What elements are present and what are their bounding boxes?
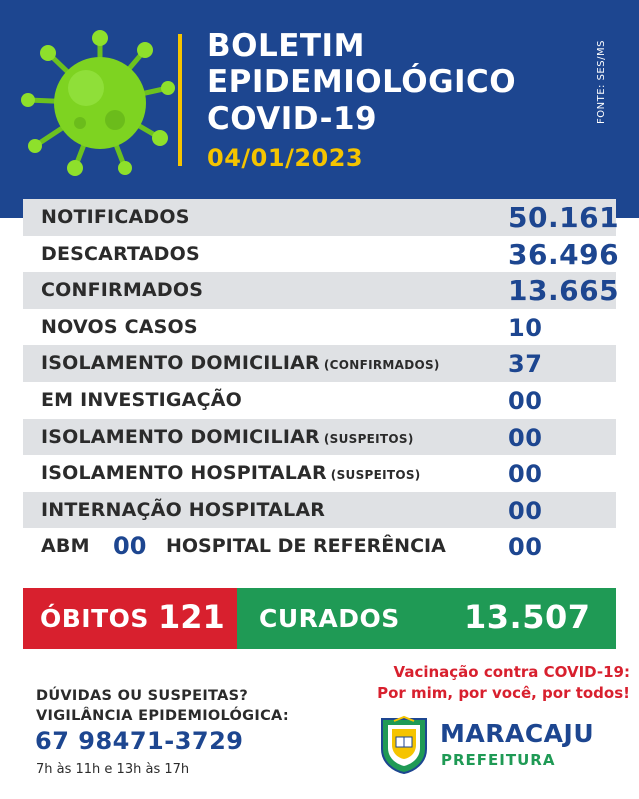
city-crest-icon <box>378 715 430 775</box>
stat-row-isolamento-hospitalar-suspeitos <box>23 455 616 492</box>
stat-label: ISOLAMENTO DOMICILIAR (SUSPEITOS) <box>41 425 414 448</box>
stat-value: 37 <box>508 350 543 379</box>
title-line-1: BOLETIM <box>207 28 365 64</box>
stat-row-em-investigacao <box>23 382 616 419</box>
stat-row-descartados <box>23 236 620 273</box>
curados-label: CURADOS <box>259 604 400 633</box>
bulletin-date: 04/01/2023 <box>207 144 364 172</box>
stat-value: 00 <box>508 496 543 525</box>
header-banner <box>0 0 639 218</box>
hospital-value: 00 <box>508 533 543 562</box>
stat-value: 00 <box>508 423 543 452</box>
source-label: FONTE: SES/MS <box>596 40 607 124</box>
stat-value: 00 <box>508 460 543 489</box>
title-line-2: EPIDEMIOLÓGICO <box>207 64 517 100</box>
stat-row-isolamento-domiciliar-confirmados <box>23 345 616 382</box>
stat-row-notificados <box>23 199 620 236</box>
curados-band <box>237 588 616 649</box>
contact-hours: 7h às 11h e 13h às 17h <box>36 762 190 777</box>
stat-label: INTERNAÇÃO HOSPITALAR <box>41 498 326 521</box>
stat-value: 10 <box>508 313 543 342</box>
abm-value: 00 <box>113 532 147 561</box>
brand-name: MARACAJU <box>440 719 595 748</box>
stat-label: NOVOS CASOS <box>41 315 198 338</box>
stat-label: CONFIRMADOS <box>41 279 204 302</box>
stat-label: NOTIFICADOS <box>41 206 190 228</box>
obitos-value: 121 <box>158 598 225 636</box>
title-divider <box>178 34 182 166</box>
stat-label: ISOLAMENTO HOSPITALAR (SUSPEITOS) <box>41 462 421 485</box>
virus-icon <box>20 28 180 178</box>
stat-row-novos-casos <box>23 309 616 346</box>
brand-sub: PREFEITURA <box>441 751 556 769</box>
contact-phone: 67 98471-3729 <box>35 727 244 755</box>
vaccination-slogan <box>340 662 630 704</box>
stat-row-abm <box>23 528 616 565</box>
stat-value: 36.496 <box>508 237 620 271</box>
contact-line-1: DÚVIDAS OU SUSPEITAS? <box>36 688 249 704</box>
curados-value: 13.507 <box>464 598 591 636</box>
obitos-label: ÓBITOS <box>40 604 149 633</box>
stats-table <box>23 199 620 565</box>
stat-row-isolamento-domiciliar-suspeitos <box>23 419 616 456</box>
stat-label: EM INVESTIGAÇÃO <box>41 388 242 411</box>
hospital-label: HOSPITAL DE REFERÊNCIA <box>166 535 446 558</box>
stat-row-confirmados <box>23 272 620 309</box>
stat-sublabel: (SUSPEITOS) <box>323 431 414 446</box>
obitos-band <box>23 588 237 649</box>
stat-label: ISOLAMENTO DOMICILIAR (CONFIRMADOS) <box>41 352 440 375</box>
stat-sublabel: (CONFIRMADOS) <box>323 358 440 373</box>
stat-value: 50.161 <box>508 201 620 234</box>
abm-label: ABM <box>41 535 90 558</box>
stat-sublabel: (SUSPEITOS) <box>330 468 421 483</box>
vaccination-line-2: Por mim, por você, por todos! <box>377 684 630 702</box>
title-line-3: COVID-19 <box>207 101 378 137</box>
stat-row-internacao-hospitalar <box>23 492 616 529</box>
stat-value: 00 <box>508 386 543 415</box>
stat-label: DESCARTADOS <box>41 242 200 265</box>
contact-info <box>36 686 289 726</box>
vaccination-line-1: Vacinação contra COVID-19: <box>393 663 630 681</box>
stat-value: 13.665 <box>508 274 620 308</box>
contact-line-2: VIGILÂNCIA EPIDEMIOLÓGICA: <box>36 708 289 724</box>
